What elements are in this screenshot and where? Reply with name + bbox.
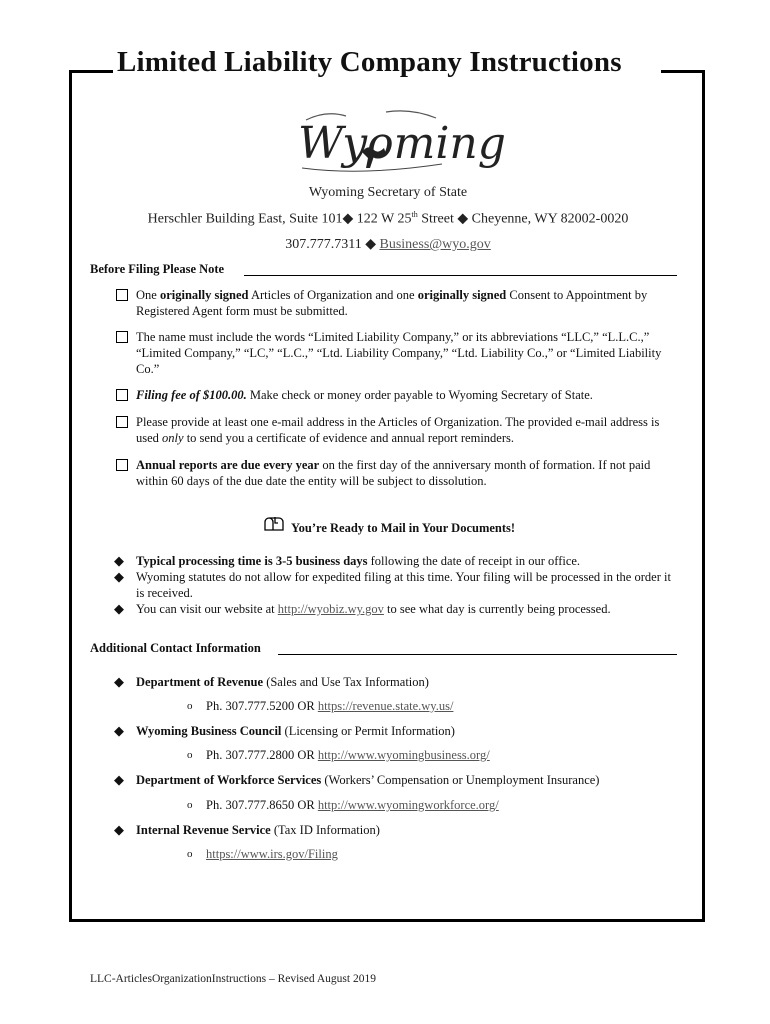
contact-item: Department of Workforce Services (Workers’ Compensation or Unemployment Insurance): [136, 773, 600, 787]
checkbox[interactable]: [116, 289, 128, 301]
frame-top-left: [69, 70, 113, 73]
contact-detail: [206, 846, 338, 862]
diamond-bullet: ◆: [114, 723, 124, 738]
agency-name: Wyoming Secretary of State: [308, 185, 468, 200]
note-item: Please provide at least one e-mail address in the Articles of Organization. The provided e-mail address is used only to send you a certificate of evidence and annual report reminders.: [136, 415, 660, 445]
diamond-bullet: ◆: [114, 674, 124, 689]
page-title: Limited Liability Company Instructions: [117, 46, 622, 78]
mail-heading: You’re Ready to Mail in Your Documents!: [291, 521, 516, 535]
note-item: The name must include the words “Limited Liability Company,” or its abbreviations “LLC,” “L.L.C.,” “Limited Company,” “LC,” “L.C.,” “Ltd. Liability Company,” “Ltd. Liability Co.,” or “Limited Liability Co.”: [136, 330, 662, 376]
circle-bullet: o: [187, 749, 193, 761]
frame-top-right: [661, 70, 705, 73]
heading-rule: [244, 275, 677, 276]
circle-bullet: o: [187, 700, 193, 712]
diamond-bullet: ◆: [114, 553, 124, 568]
checkbox[interactable]: [116, 389, 128, 401]
mail-bullet: Typical processing time is 3-5 business days following the date of receipt in our office.: [136, 554, 581, 568]
heading-rule: [278, 654, 677, 655]
diamond-bullet: ◆: [114, 569, 124, 584]
diamond-bullet: ◆: [114, 772, 124, 787]
contact-item: Internal Revenue Service (Tax ID Information): [136, 823, 380, 837]
diamond-bullet: ◆: [114, 822, 124, 837]
logo-text: Wyoming: [298, 118, 506, 169]
contact-item: Department of Revenue (Sales and Use Tax Information): [136, 675, 429, 689]
mailbox-icon: [262, 516, 284, 532]
workforce-link[interactable]: http://www.wyomingworkforce.org/: [317, 798, 499, 812]
before-filing-heading: Before Filing Please Note: [90, 262, 225, 276]
mail-bullet: You can visit our website at http://wyobiz.wy.gov to see what day is currently being processed.: [136, 602, 611, 616]
note-item: Filing fee of $100.00. Make check or money order payable to Wyoming Secretary of State.: [136, 388, 593, 402]
wyobiz-link[interactable]: http://wyobiz.wy.gov: [277, 602, 384, 616]
circle-bullet: o: [187, 799, 193, 811]
checkbox[interactable]: [116, 416, 128, 428]
business-council-link[interactable]: http://www.wyomingbusiness.org/: [317, 748, 490, 762]
checkbox[interactable]: [116, 331, 128, 343]
contact-detail: Ph. 307.777.5200 OR https://revenue.state.wy.us/: [206, 699, 454, 713]
contact-detail: Ph. 307.777.8650 OR http://www.wyomingworkforce.org/: [206, 798, 499, 812]
contact-line: 307.777.7311 ◆ Business@wyo.gov: [285, 237, 491, 252]
mail-bullet: Wyoming statutes do not allow for expedited filing at this time. Your filing will be processed in the order it is received.: [136, 570, 671, 600]
revenue-link[interactable]: https://revenue.state.wy.us/: [317, 699, 454, 713]
wyoming-logo: [296, 106, 506, 180]
circle-bullet: o: [187, 848, 193, 860]
email-link[interactable]: Business@wyo.gov: [379, 237, 491, 252]
irs-link[interactable]: https://www.irs.gov/Filing: [206, 847, 338, 861]
note-item: Annual reports are due every year on the first day of the anniversary month of formation. If not paid within 60 days of the due date the entity will be subject to dissolution.: [136, 458, 651, 488]
contact-detail: Ph. 307.777.2800 OR http://www.wyomingbusiness.org/: [206, 748, 490, 762]
address-line: Herschler Building East, Suite 101◆ 122 W 25th Street ◆ Cheyenne, WY 82002-0020: [147, 210, 629, 227]
checkbox[interactable]: [116, 459, 128, 471]
note-item: One originally signed Articles of Organization and one originally signed Consent to Appointment by Registered Agent form must be submitted.: [136, 288, 648, 318]
contact-item: Wyoming Business Council (Licensing or Permit Information): [136, 724, 455, 738]
diamond-bullet: ◆: [114, 601, 124, 616]
contacts-heading: Additional Contact Information: [90, 641, 261, 655]
footer-text: LLC-ArticlesOrganizationInstructions – Revised August 2019: [90, 973, 376, 985]
